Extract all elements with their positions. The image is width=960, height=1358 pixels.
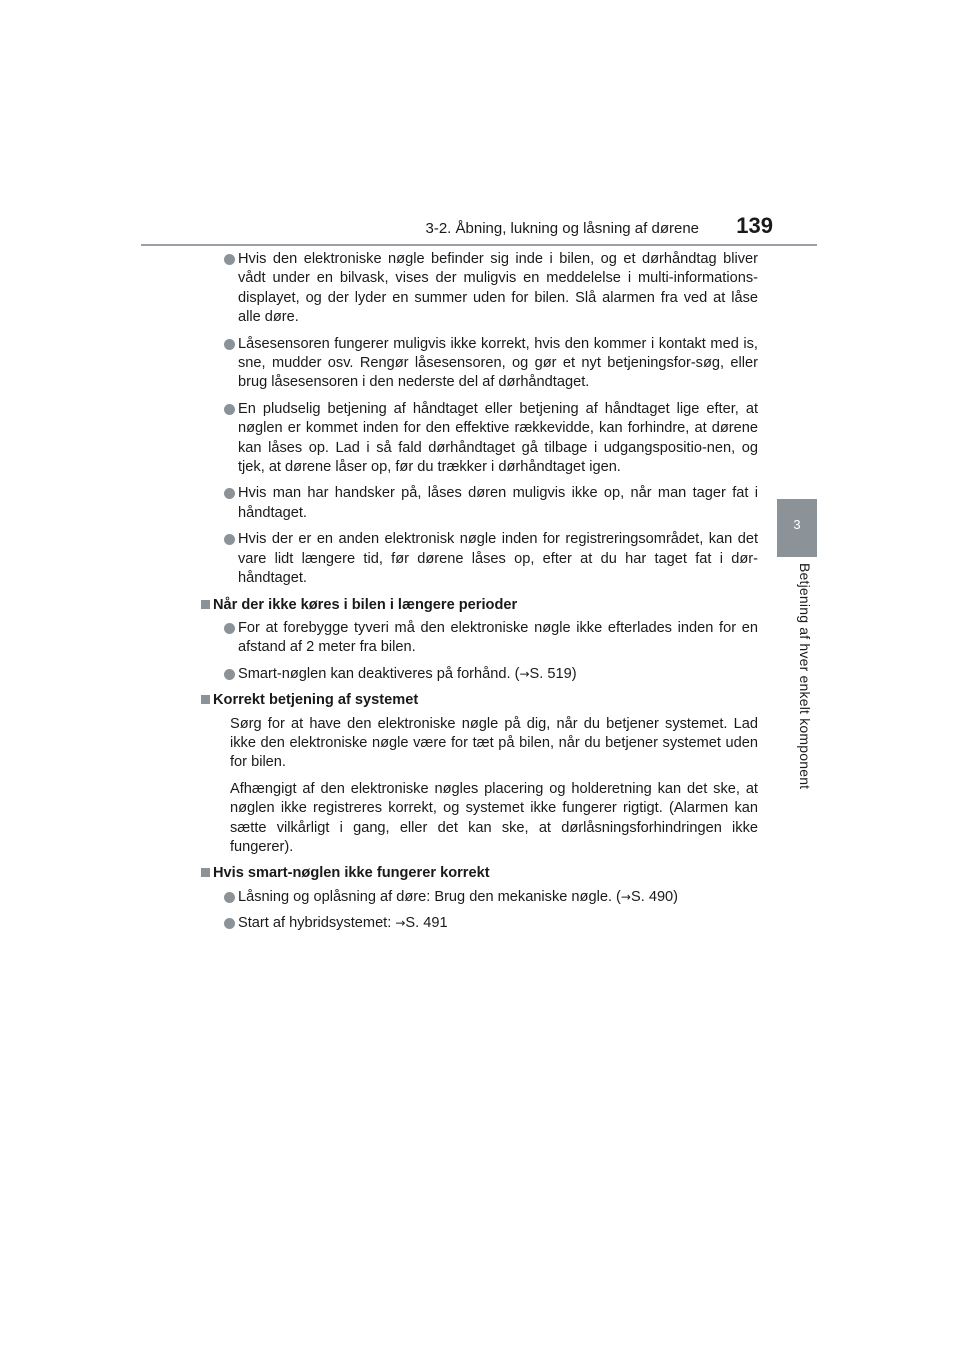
square-marker-icon [201,600,210,609]
bullet-dot-icon [224,404,235,415]
header-divider [141,244,817,246]
bullet-dot-icon [224,623,235,634]
arrow-right-icon: → [395,916,406,931]
bullet-dot-icon [224,339,235,350]
paragraph: Sørg for at have den elektroniske nøgle på dig, når du betjener systemet. Lad ikke den elektroniske nøgle være for tæt på bilen, når du betjener systemet uden for bilen. [230,715,758,771]
list-item: Smart-nøglen kan deaktiveres på forhånd. (→S. 519) [213,665,758,684]
bullet-dot-icon [224,669,235,680]
section-heading: Når der ikke køres i bilen i længere perioder [201,596,758,615]
bullet-dot-icon [224,918,235,929]
page-reference[interactable]: S. 491 [405,915,448,932]
bullet-dot-icon [224,892,235,903]
list-item: Hvis man har handsker på, låses døren muligvis ikke op, når man tager fat i håndtaget. [213,484,758,523]
chapter-number: 3 [793,517,801,532]
bullet-dot-icon [224,488,235,499]
bullet-dot-icon [224,534,235,545]
list-item: Hvis der er en anden elektronisk nøgle inden for registreringsområdet, kan det vare lidt længere tid, før dørene låses op, efter at du har taget fat i dør-håndtaget. [213,530,758,588]
chapter-label: Betjening af hver enkelt komponent [797,563,813,790]
chapter-tab [777,499,817,557]
section-title: 3-2. Åbning, lukning og låsning af dørene [425,220,699,237]
page-reference[interactable]: S. 490) [630,888,679,905]
square-marker-icon [201,868,210,877]
list-item: Start af hybridsystemet: →S. 491 [213,914,758,933]
list-item: En pludselig betjening af håndtaget eller betjening af håndtaget lige efter, at nøglen er kommet inden for den effektive rækkevidde, kan forhindre, at dørene kan låses op. Lad i så fald dørhåndtaget gå tilbage i udgangspositio-nen, og tjek, at dørene låser op, før du trækker i dørhåndtaget igen. [213,400,758,478]
arrow-right-icon: → [519,666,530,681]
page-header [141,213,817,246]
list-item: Låsesensoren fungerer muligvis ikke korrekt, hvis den kommer i kontakt med is, sne, mudder osv. Rengør låsesensoren, og gør et nyt betjeningsfor-søg, eller brug låsesensoren i den nederste del af dørhåndtaget. [213,335,758,393]
section-heading: Hvis smart-nøglen ikke fungerer korrekt [201,864,758,883]
bullet-dot-icon [224,254,235,265]
arrow-right-icon: → [620,889,631,904]
section-heading: Korrekt betjening af systemet [201,691,758,710]
list-item: For at forebygge tyveri må den elektroniske nøgle ikke efterlades inden for en afstand af 2 meter fra bilen. [213,619,758,658]
page-number: 139 [736,213,773,238]
paragraph: Afhængigt af den elektroniske nøgles placering og holderetning kan det ske, at nøglen ikke registreres korrekt, og systemet ikke fungerer rigtigt. (Alarmen kan sætte vilkårligt i gang, eller det kan ske, at dørlåsningsforhindringen ikke fungerer). [230,780,758,855]
list-item: Hvis den elektroniske nøgle befinder sig inde i bilen, og et dørhåndtag bliver vådt under en bilvask, vises der muligvis en meddelelse i multi-informations-displayet, og der lyder en summer uden for bilen. Slå alarmen fra ved at låse alle døre. [213,250,758,328]
square-marker-icon [201,695,210,704]
page-reference[interactable]: S. 519) [529,665,577,682]
page-content [213,250,758,941]
list-item: Låsning og oplåsning af døre: Brug den mekaniske nøgle. (→S. 490) [213,888,758,907]
